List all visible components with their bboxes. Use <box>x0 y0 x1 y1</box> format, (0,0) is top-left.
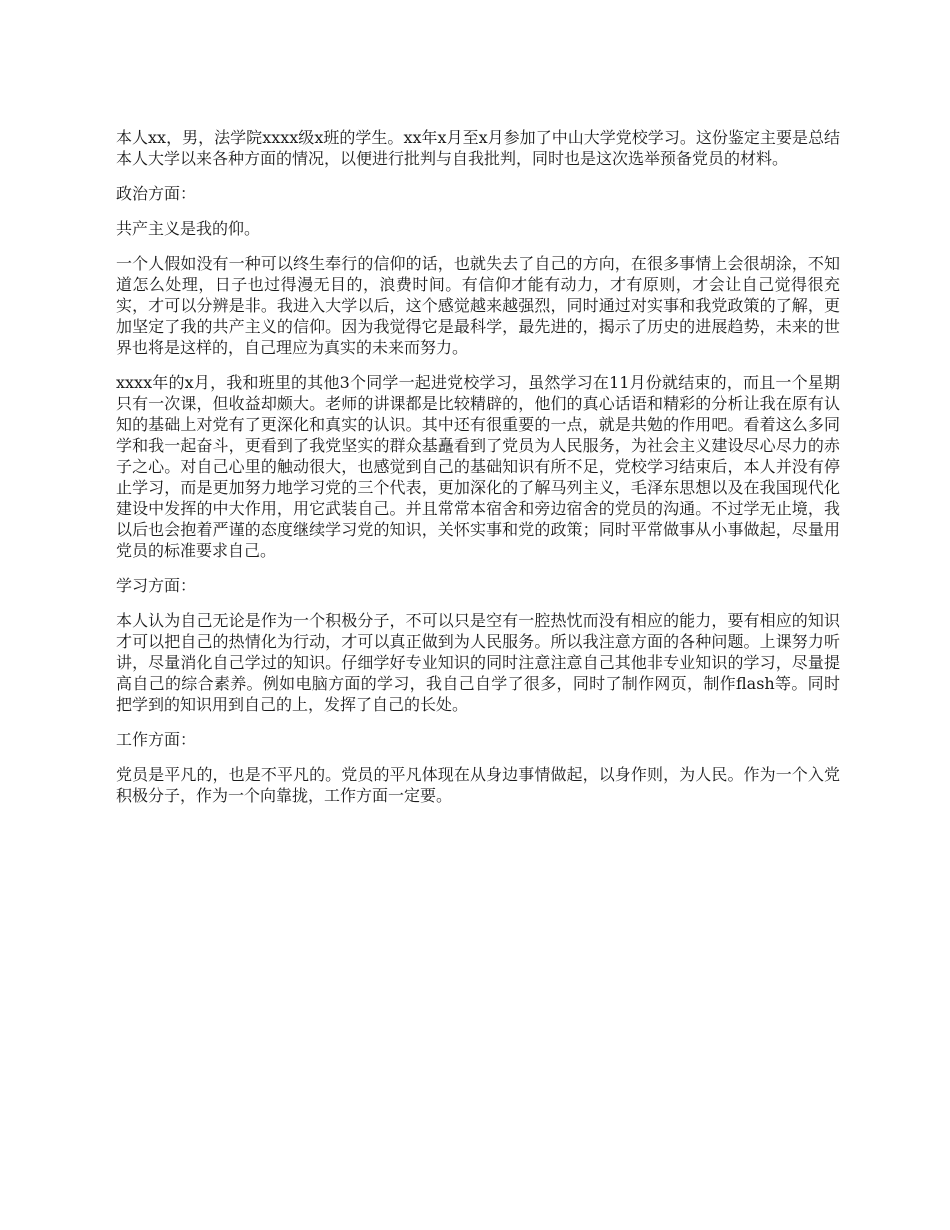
intro-paragraph: 本人xx，男，法学院xxxx级x班的学生。xx年x月至x月参加了中山大学党校学习。这份鉴定主要是总结本人大学以来各种方面的情况，以便进行批判与自我批判，同时也是这次选举预备党员的材料。 <box>116 128 840 168</box>
work-paragraph: 党员是平凡的，也是不平凡的。党员的平凡体现在从身边事情做起，以身作则，为人民。作为一个入党积极分子，作为一个向靠拢，工作方面一定要。 <box>116 765 840 805</box>
section-heading-work: 工作方面： <box>116 730 197 749</box>
belief-statement: 共产主义是我的仰。 <box>116 219 261 238</box>
section-heading-politics: 政治方面： <box>116 184 197 203</box>
belief-paragraph: 一个人假如没有一种可以终生奉行的信仰的话，也就失去了自己的方向，在很多事情上会很胡涂，不知道怎么处理，日子也过得漫无目的，浪费时间。有信仰才能有动力，才有原则，才会让自己觉得很充实，才可以分辨是非。我进入大学以后，这个感觉越来越强烈，同时通过对实事和我党政策的了解，更加坚定了我的共产主义的信仰。因为我觉得它是最科学，最先进的，揭示了历史的进展趋势，未来的世界也将是这样的，自己理应为真实的未来而努力。 <box>116 254 840 357</box>
section-heading-study: 学习方面： <box>116 576 197 595</box>
document-body <box>116 127 840 820</box>
party-school-paragraph: xxxx年的x月，我和班里的其他3个同学一起进党校学习，虽然学习在11月份就结束的，而且一个星期只有一次课，但收益却颇大。老师的讲课都是比较精辟的，他们的真心话语和精彩的分析让我在原有认知的基础上对党有了更深化和真实的认识。其中还有很重要的一点，就是共勉的作用吧。看着这么多同学和我一起奋斗，更看到了我党坚实的群众基矗看到了党员为人民服务，为社会主义建设尽心尽力的赤子之心。对自己心里的触动很大，也感觉到自己的基础知识有所不足，党校学习结束后，本人并没有停止学习，而是更加努力地学习党的三个代表，更加深化的了解马列主义，毛泽东思想以及在我国现代化建设中发挥的中大作用，用它武装自己。并且常常本宿舍和旁边宿舍的党员的沟通。不过学无止境，我以后也会抱着严谨的态度继续学习党的知识，关怀实事和党的政策；同时平常做事从小事做起，尽量用党员的标准要求自己。 <box>116 373 840 560</box>
study-paragraph: 本人认为自己无论是作为一个积极分子，不可以只是空有一腔热忱而没有相应的能力，要有相应的知识才可以把自己的热情化为行动，才可以真正做到为人民服务。所以我注意方面的各种问题。上课努力听讲，尽量消化自己学过的知识。仔细学好专业知识的同时注意注意自己其他非专业知识的学习，尽量提高自己的综合素养。例如电脑方面的学习，我自己自学了很多，同时了制作网页，制作flash等。同时把学到的知识用到自己的上，发挥了自己的长处。 <box>116 611 840 714</box>
